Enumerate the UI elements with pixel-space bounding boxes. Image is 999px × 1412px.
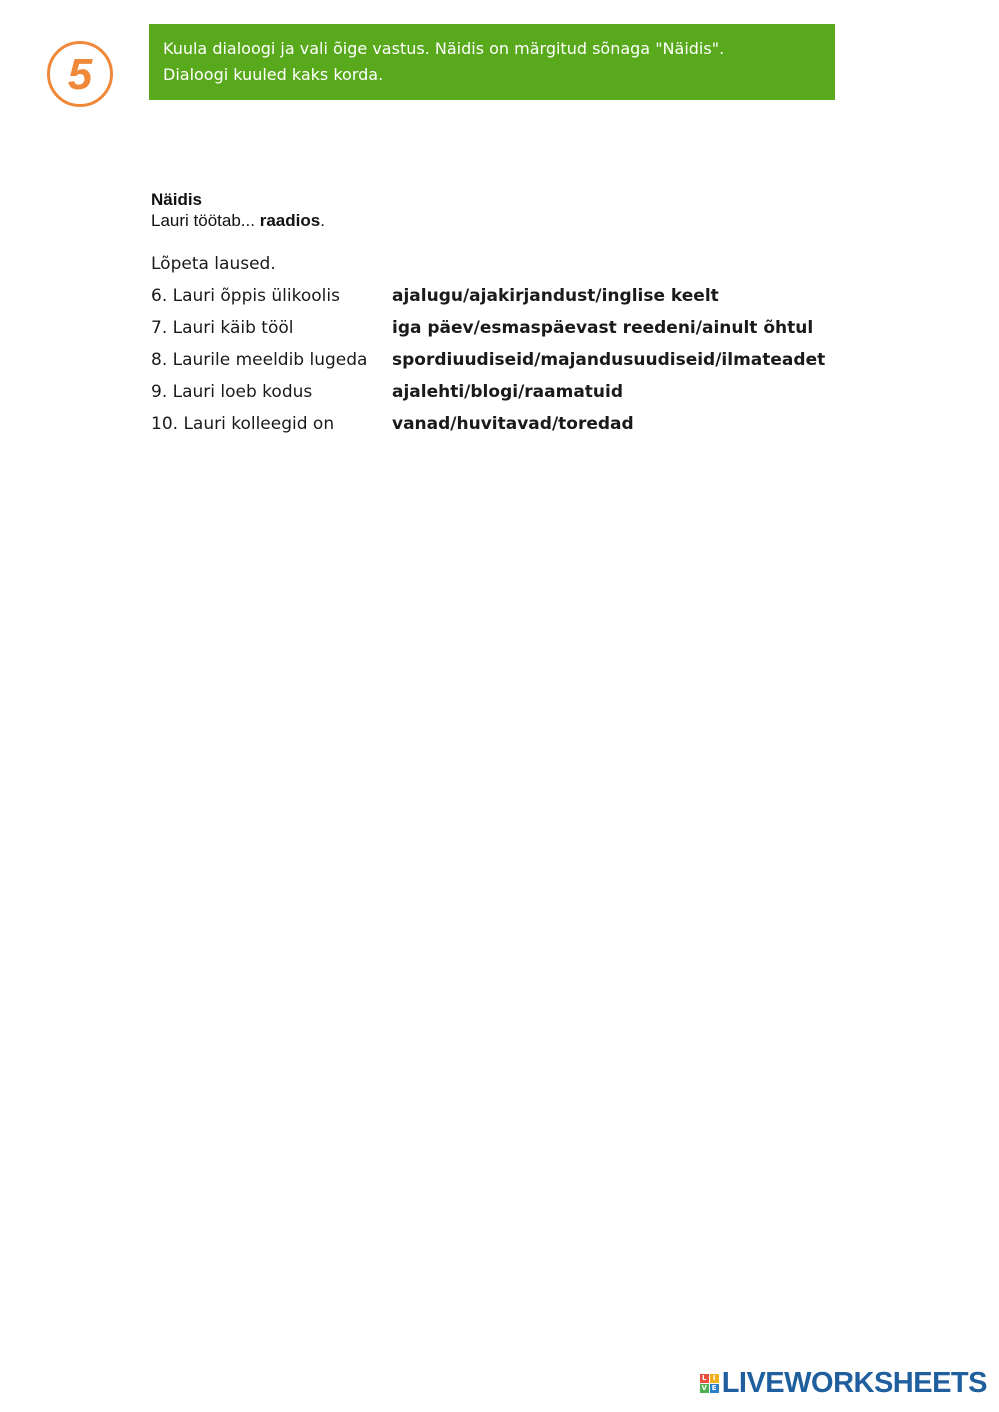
task-number-badge [47, 41, 113, 107]
question-stem: 10. Lauri kolleegid on [151, 414, 335, 434]
question-stem: 9. Lauri loeb kodus [151, 382, 313, 402]
example-sentence-start: Lauri töötab... [151, 211, 255, 230]
question-row [151, 413, 825, 445]
question-row [151, 285, 825, 317]
instruction-box [149, 24, 835, 100]
question-options[interactable]: iga päev/esmaspäevast reedeni/ainult õhtul [392, 318, 814, 338]
example-sentence [151, 210, 325, 231]
logo-mark-letter: E [710, 1384, 719, 1393]
question-row [151, 381, 825, 413]
logo-mark-letter: V [701, 1384, 707, 1392]
example-answer: raadios [259, 211, 321, 230]
logo-mark-icon [700, 1374, 719, 1393]
question-stem: 6. Lauri õppis ülikoolis [151, 286, 340, 306]
logo-mark-letter: I [710, 1374, 719, 1383]
question-stem: 7. Lauri käib tööl [151, 318, 294, 338]
question-options[interactable]: spordiuudiseid/majandusuudiseid/ilmateadet [392, 350, 826, 370]
liveworksheets-logo[interactable] [700, 1367, 987, 1400]
example-block [151, 189, 325, 231]
question-stem: 8. Laurile meeldib lugeda [151, 350, 368, 370]
question-options[interactable]: vanad/huvitavad/toredad [392, 414, 634, 434]
instruction-line-1: Kuula dialoogi ja vali õige vastus. Näidis on märgitud sõnaga "Näidis". [163, 39, 725, 58]
question-row [151, 349, 825, 381]
logo-mark-letter: L [700, 1374, 709, 1383]
task-number: 5 [67, 49, 93, 99]
question-options[interactable]: ajalehti/blogi/raamatuid [392, 382, 624, 402]
question-row [151, 317, 825, 349]
example-sentence-end: . [320, 211, 325, 230]
logo-text: LIVEWORKSHEETS [721, 1367, 987, 1399]
instruction-line-2: Dialoogi kuuled kaks korda. [163, 65, 384, 84]
question-list [151, 285, 825, 445]
lead-text: Lõpeta laused. [151, 254, 276, 274]
example-title: Näidis [151, 190, 203, 209]
question-options[interactable]: ajalugu/ajakirjandust/inglise keelt [392, 286, 719, 306]
